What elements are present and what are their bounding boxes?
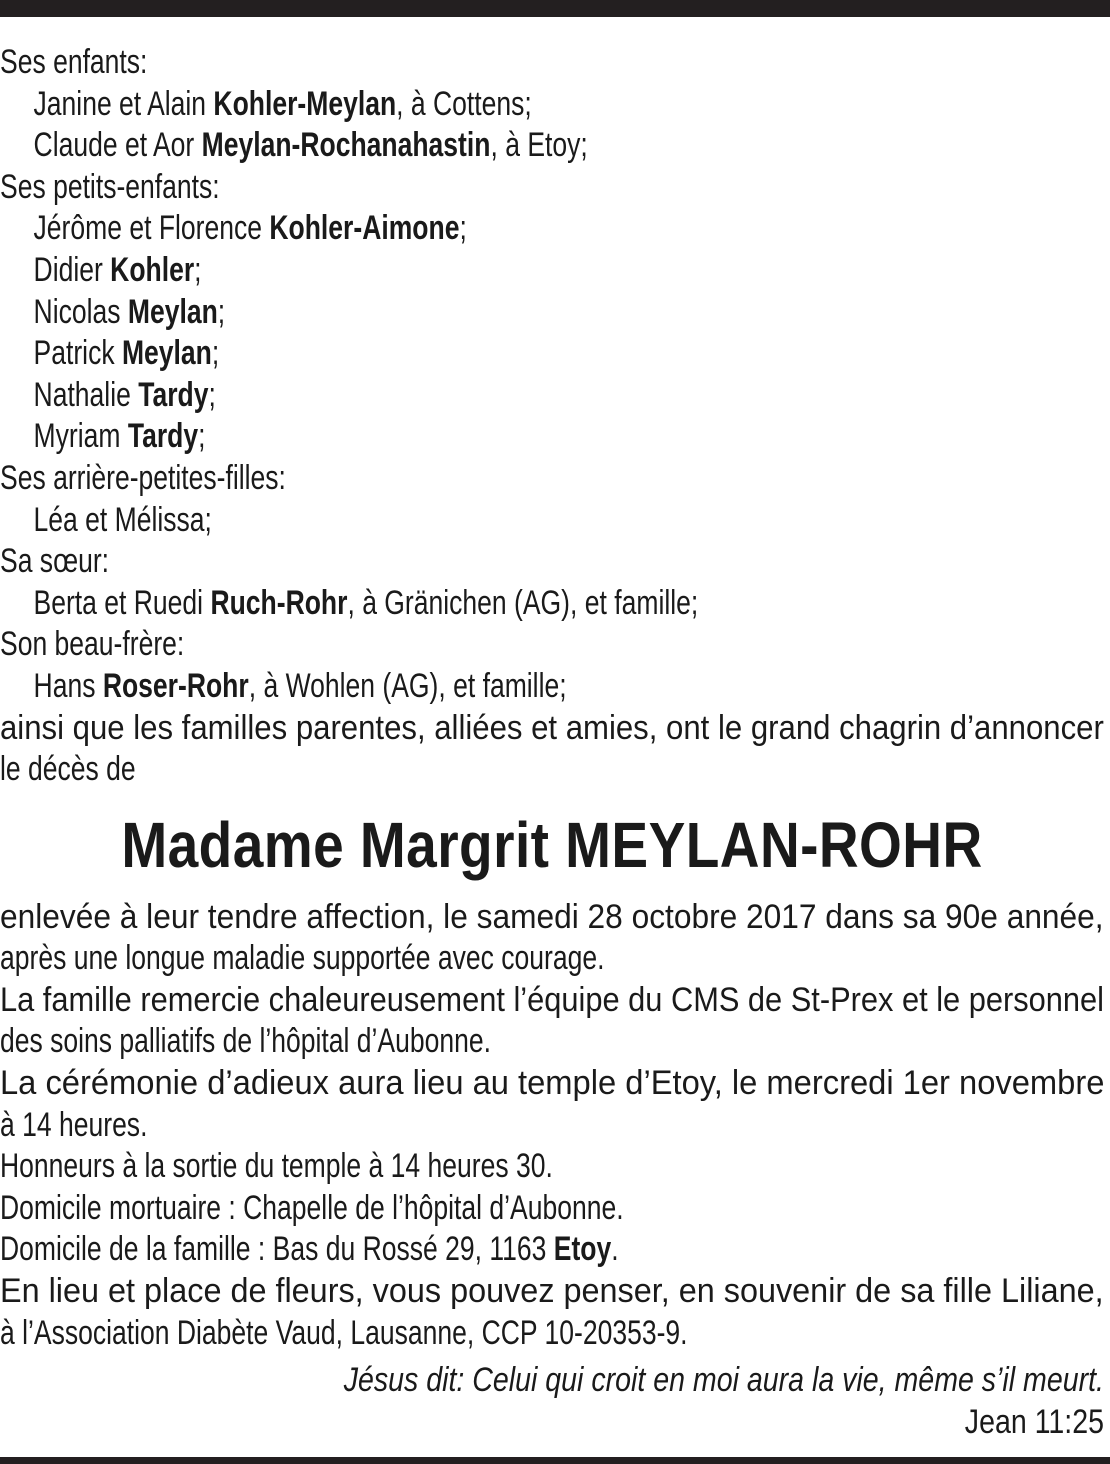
entry-location: , à Etoy; [490,126,588,165]
family-list [0,42,1104,708]
entry-given-names: Nathalie [33,375,139,414]
entry-location: ; [459,209,467,248]
family-entry [0,292,861,334]
body-line [0,1063,1105,1105]
body-bold-text: Etoy [553,1230,612,1269]
body-line [0,1105,861,1147]
announcement-line: le décès de [0,750,136,789]
body-text: à 14 heures. [0,1105,148,1144]
entry-location: ; [217,292,226,331]
entry-location: ; [211,334,220,373]
body-line [0,938,861,980]
bible-verse: Jésus dit: Celui qui croit en moi aura la vie, même s’il meurt. [343,1361,1104,1400]
entry-given-names: Hans [33,666,103,705]
entry-location: , à Gränichen (AG), et famille; [347,583,699,622]
entry-surname: Meylan [121,334,212,373]
entry-given-names: Jérôme et Florence [33,209,270,248]
entry-given-names: Berta et Ruedi [33,583,211,622]
family-heading: Son beau-frère: [0,625,185,664]
family-entry [0,500,861,542]
family-entry [0,666,861,708]
entry-given-names: Claude et Aor [33,126,202,165]
entry-given-names: Nicolas [33,292,128,331]
body-text: Domicile de la famille : Bas du Rossé 29, 1163 [0,1230,554,1269]
entry-surname: Meylan [127,292,218,331]
body-text: . [611,1230,619,1269]
family-entry [0,208,861,250]
announcement-line: ainsi que les familles parentes, alliées et amies, ont le grand chagrin d’annoncer [0,708,1104,747]
entry-location: ; [194,250,202,289]
family-entry [0,125,861,167]
entry-surname: Meylan-Rochanahastin [201,126,491,165]
body-text: à l’Association Diabète Vaud, Lausanne, CCP 10-20353-9. [0,1313,688,1352]
family-entry [0,375,861,417]
family-entry [0,583,861,625]
body-text: après une longue maladie supportée avec courage. [0,939,605,978]
entry-given-names: Janine et Alain [33,84,214,123]
bible-verse-reference: Jean 11:25 [964,1402,1104,1441]
entry-location: , à Wohlen (AG), et famille; [248,666,567,705]
body-line [0,1021,861,1063]
entry-given-names: Myriam [33,417,128,456]
entry-surname: Kohler-Aimone [269,209,460,248]
body-line [0,1271,1104,1313]
family-entry [0,333,861,375]
obituary-notice [0,42,1104,1443]
body-text: La cérémonie d’adieux aura lieu au temple d’Etoy, le mercredi 1er novembre [0,1064,1105,1103]
entry-location: , à Cottens; [396,84,532,123]
family-heading: Ses arrière-petites-filles: [0,458,286,497]
entry-surname: Kohler-Meylan [213,84,397,123]
entry-given-names: Léa et Mélissa; [33,500,212,539]
entry-surname: Kohler [110,250,195,289]
top-rule [0,0,1110,17]
entry-surname: Roser-Rohr [102,666,249,705]
body-text: enlevée à leur tendre affection, le samedi 28 octobre 2017 dans sa 90e année, [0,897,1104,936]
body-line [0,1313,861,1355]
body-line [0,980,1104,1022]
family-heading: Ses petits-enfants: [0,167,220,206]
entry-surname: Tardy [138,375,209,414]
entry-surname: Tardy [127,417,199,456]
body-text: Domicile mortuaire : Chapelle de l’hôpital d’Aubonne. [0,1188,624,1227]
body-line [0,1146,861,1188]
entry-surname: Ruch-Rohr [210,583,348,622]
body-line [0,1188,861,1230]
notice-body [0,897,1104,1355]
bottom-rule [0,1457,1110,1464]
body-text: En lieu et place de fleurs, vous pouvez penser, en souvenir de sa fille Liliane, [0,1272,1104,1311]
body-text: des soins palliatifs de l’hôpital d’Aubonne. [0,1022,491,1061]
body-text: Honneurs à la sortie du temple à 14 heures 30. [0,1147,553,1186]
family-entry [0,250,861,292]
family-entry [0,416,861,458]
family-heading: Sa sœur: [0,542,110,581]
family-heading: Ses enfants: [0,43,148,81]
family-entry [0,84,861,126]
deceased-name: Madame Margrit MEYLAN-ROHR [121,808,983,881]
body-line [0,1229,861,1271]
entry-given-names: Patrick [33,334,122,373]
body-line [0,897,1104,939]
body-text: La famille remercie chaleureusement l’équipe du CMS de St-Prex et le personnel [0,980,1104,1019]
entry-given-names: Didier [33,250,111,289]
entry-location: ; [198,417,206,456]
entry-location: ; [208,375,216,414]
